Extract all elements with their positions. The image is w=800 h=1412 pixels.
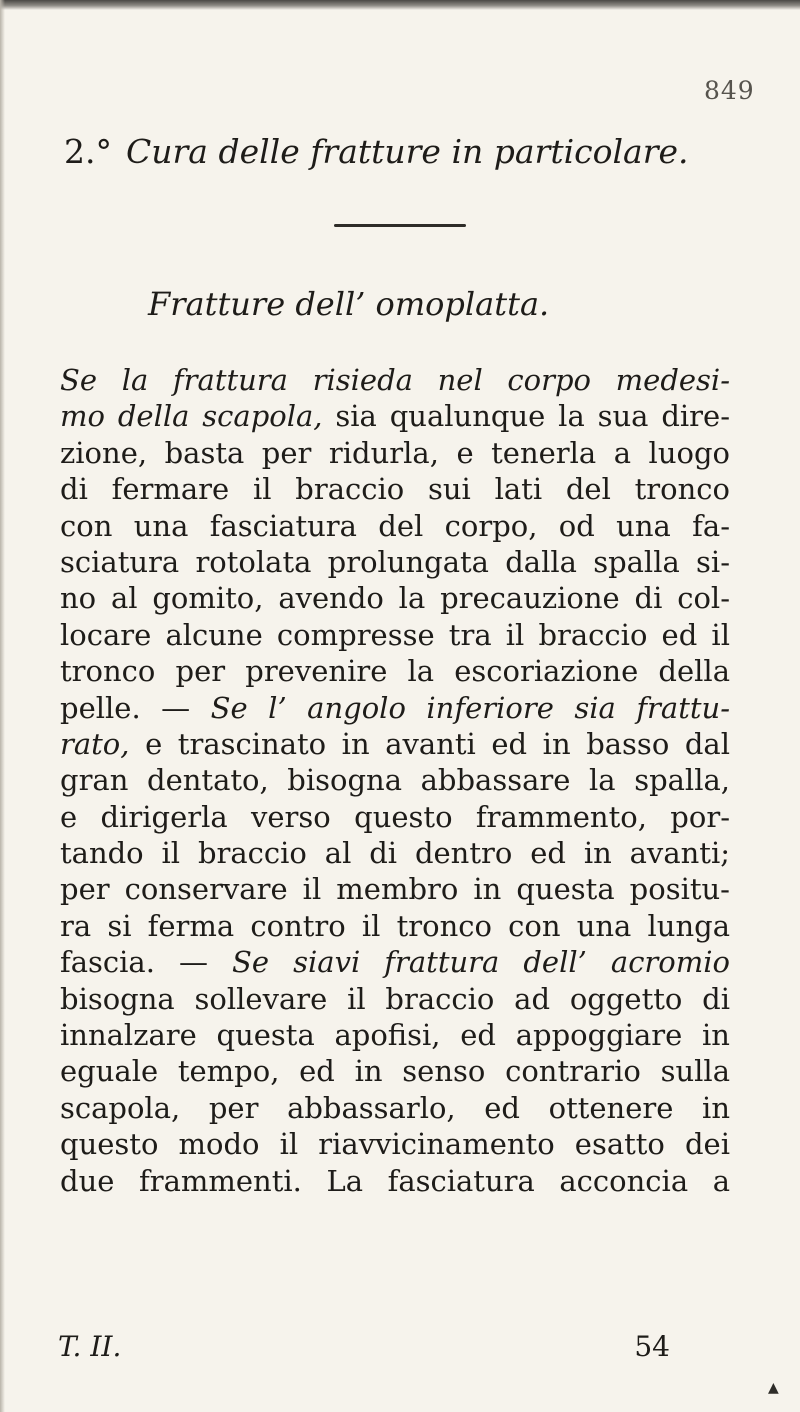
text-line bbox=[60, 1126, 730, 1162]
text-line bbox=[60, 544, 730, 580]
text-line bbox=[60, 617, 730, 653]
text-line bbox=[60, 1090, 730, 1126]
text-line bbox=[60, 1163, 730, 1199]
sheet-number: 54 bbox=[634, 1330, 670, 1363]
italic-text-segment: Se siavi frattura dell’ acromio bbox=[232, 945, 730, 980]
italic-text-segment: Se la frattura risieda nel corpo medesi- bbox=[60, 363, 730, 397]
text-segment: e dirigerla verso questo frammento, por- bbox=[60, 799, 730, 834]
text-line bbox=[60, 398, 730, 434]
italic-text-segment: mo della scapola, bbox=[60, 399, 323, 434]
text-segment: pelle. — bbox=[60, 690, 211, 725]
italic-text-segment: rato, bbox=[60, 726, 130, 761]
text-line bbox=[60, 653, 730, 689]
text-segment: sciatura rotolata prolungata dalla spalla si- bbox=[60, 544, 730, 579]
text-segment: scapola, per abbassarlo, ed ottenere in bbox=[60, 1090, 730, 1125]
text-segment: sia qualunque la sua dire- bbox=[322, 399, 730, 434]
text-line bbox=[60, 580, 730, 616]
text-segment: e trascinato in avanti ed in basso dal bbox=[129, 726, 730, 761]
text-line bbox=[60, 835, 730, 871]
decorative-rule bbox=[334, 224, 466, 227]
text-segment: zione, basta per ridurla, e tenerla a luogo bbox=[60, 435, 730, 470]
text-line bbox=[60, 981, 730, 1017]
text-segment: gran dentato, bisogna abbassare la spalla, bbox=[60, 763, 730, 798]
text-line bbox=[60, 944, 730, 980]
text-segment: con una fasciatura del corpo, od una fa- bbox=[60, 508, 730, 543]
text-segment: tronco per prevenire la escoriazione della bbox=[60, 654, 730, 689]
page-number: 849 bbox=[704, 76, 755, 105]
text-segment: di fermare il braccio sui lati del tronco bbox=[60, 472, 730, 507]
text-line bbox=[60, 1053, 730, 1089]
page-footer bbox=[58, 1330, 670, 1363]
text-line bbox=[60, 435, 730, 471]
text-segment: questo modo il riavvicinamento esatto dei bbox=[60, 1127, 730, 1162]
text-line bbox=[60, 799, 730, 835]
subheading: Fratture dell’ omoplatta. bbox=[148, 285, 550, 323]
page-top-edge-shadow bbox=[0, 0, 800, 10]
italic-text-segment: Se l’ angolo inferiore sia frattu- bbox=[210, 690, 730, 725]
text-line bbox=[60, 362, 730, 398]
page-left-edge-shadow bbox=[0, 0, 5, 1412]
text-line bbox=[60, 762, 730, 798]
section-title: Cura delle fratture in particolare. bbox=[126, 132, 689, 171]
text-segment: tando il braccio al di dentro ed in avanti; bbox=[60, 836, 730, 871]
text-line bbox=[60, 471, 730, 507]
corner-mark: ▲ bbox=[768, 1380, 779, 1396]
text-line bbox=[60, 908, 730, 944]
body-text bbox=[60, 362, 730, 1199]
section-heading bbox=[64, 132, 689, 171]
text-segment: eguale tempo, ed in senso contrario sulla bbox=[60, 1054, 730, 1089]
text-segment: ra si ferma contro il tronco con una lunga bbox=[60, 908, 730, 943]
text-line bbox=[60, 508, 730, 544]
text-segment: no al gomito, avendo la precauzione di col- bbox=[60, 581, 730, 616]
text-segment: bisogna sollevare il braccio ad oggetto di bbox=[60, 981, 730, 1016]
volume-signature: T. II. bbox=[58, 1330, 122, 1363]
text-segment: per conservare il membro in questa positu- bbox=[60, 872, 730, 907]
text-line bbox=[60, 690, 730, 726]
text-segment: innalzare questa apofisi, ed appoggiare in bbox=[60, 1018, 730, 1053]
text-line bbox=[60, 726, 730, 762]
text-line bbox=[60, 871, 730, 907]
text-line bbox=[60, 1017, 730, 1053]
section-number: 2.° bbox=[64, 132, 112, 171]
text-segment: due frammenti. La fasciatura acconcia a bbox=[60, 1163, 730, 1198]
text-segment: fascia. — bbox=[60, 945, 233, 980]
text-segment: locare alcune compresse tra il braccio ed il bbox=[60, 617, 730, 652]
